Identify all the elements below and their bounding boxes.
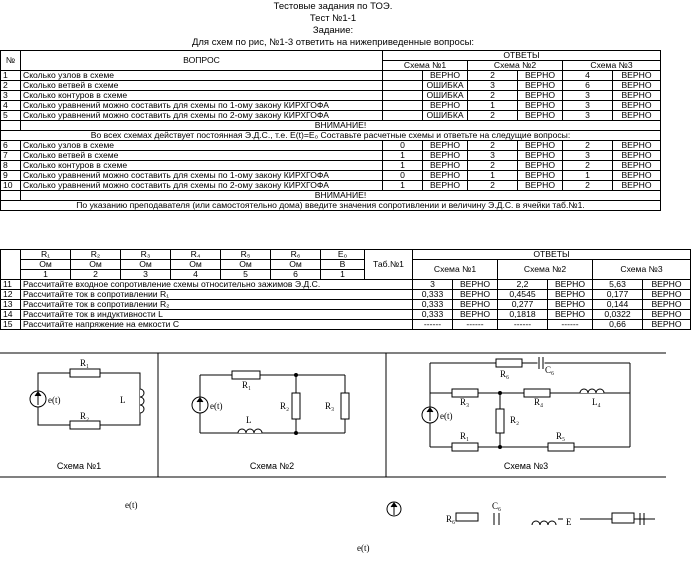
table-row <box>1 71 661 81</box>
answer-cell[interactable]: 2 <box>468 141 518 151</box>
answer-cell[interactable]: 0,177 <box>593 290 643 300</box>
verdict-cell[interactable]: ВЕРНО <box>423 151 468 161</box>
param-value-cell[interactable]: 6 <box>271 270 321 280</box>
task-label: Задание: <box>312 25 354 36</box>
num-header: № <box>1 51 21 71</box>
table-row <box>1 101 661 111</box>
question-cell[interactable]: Рассчитайте напряжение на емкости C <box>21 320 413 330</box>
scheme2-header-2: Схема №2 <box>498 260 593 280</box>
param-unit: Ом <box>71 260 121 270</box>
answers-header-2: ОТВЕТЫ <box>413 250 691 260</box>
answer-cell[interactable]: 1 <box>383 151 423 161</box>
table-row <box>1 280 691 290</box>
verdict-cell[interactable]: ВЕРНО <box>548 300 593 310</box>
row-number-cell[interactable]: 11 <box>1 280 21 290</box>
param-unit: Ом <box>121 260 171 270</box>
answer-cell[interactable]: 2 <box>563 161 613 171</box>
question-cell[interactable]: Рассчитайте ток в индуктивности L <box>21 310 413 320</box>
question-cell[interactable]: Сколько уравнений можно составить для схемы по 2-ому закону КИРХГОФА <box>21 111 383 121</box>
question-cell[interactable]: Сколько уравнений можно составить для схемы по 1-ому закону КИРХГОФА <box>21 101 383 111</box>
floating-inductor[interactable] <box>532 521 556 525</box>
verdict-cell[interactable]: ВЕРНО <box>613 181 661 191</box>
answer-cell[interactable] <box>383 111 423 121</box>
verdict-cell[interactable]: ВЕРНО <box>453 300 498 310</box>
verdict-cell[interactable]: ВЕРНО <box>643 290 691 300</box>
verdict-cell[interactable]: ВЕРНО <box>518 181 563 191</box>
answer-cell[interactable]: 2 <box>468 161 518 171</box>
row-number-cell[interactable]: 15 <box>1 320 21 330</box>
s3-r2-label: R₂ <box>510 415 520 425</box>
table-row <box>1 141 661 151</box>
s1-l-label: L <box>120 395 126 405</box>
s3-r1-label: R₁ <box>460 431 470 441</box>
question-cell[interactable]: Сколько узлов в схеме <box>21 71 383 81</box>
floating-r6-label[interactable]: R₆ <box>446 514 456 524</box>
table-row <box>1 161 661 171</box>
schematics-area <box>0 353 666 477</box>
note-constant-emf: Во всех схемах действует постоянная Э.Д.С., т.е. E(t)=E₀ Составьте расчетные схемы и ответьте на следущие вопросы: <box>1 131 661 141</box>
scheme3-header: Схема №3 <box>563 61 661 71</box>
question-cell[interactable]: Сколько ветвей в схеме <box>21 81 383 91</box>
verdict-cell[interactable]: ВЕРНО <box>453 280 498 290</box>
answer-cell[interactable]: 0,144 <box>593 300 643 310</box>
answer-cell[interactable]: ------ <box>498 320 548 330</box>
verdict-cell[interactable]: ОШИБКА <box>423 81 468 91</box>
floating-e-label[interactable]: E <box>566 517 572 527</box>
answer-cell[interactable]: 1 <box>383 161 423 171</box>
row-number-cell[interactable]: 3 <box>1 91 21 101</box>
question-cell[interactable]: Сколько контуров в схеме <box>21 161 383 171</box>
answer-cell[interactable]: 1 <box>468 171 518 181</box>
s3-r3-label: R₃ <box>460 397 470 407</box>
verdict-cell[interactable]: ВЕРНО <box>613 91 661 101</box>
test-number: Тест №1-1 <box>309 13 357 24</box>
verdict-cell[interactable]: ВЕРНО <box>613 71 661 81</box>
param-name: R₃ <box>121 250 171 260</box>
table-row <box>1 290 691 300</box>
param-name: R₂ <box>71 250 121 260</box>
param-name: R₄ <box>171 250 221 260</box>
verdict-cell[interactable]: ВЕРНО <box>643 300 691 310</box>
answer-cell[interactable]: 0,333 <box>413 290 453 300</box>
answer-cell[interactable]: 5,63 <box>593 280 643 290</box>
question-cell[interactable]: Сколько уравнений можно составить для схемы по 2-ому закону КИРХГОФА <box>21 181 383 191</box>
verdict-cell[interactable]: ВЕРНО <box>423 171 468 181</box>
answers-header: ОТВЕТЫ <box>383 51 661 61</box>
task-text: Для схем по рис, №1-3 ответить на нижеприведенные вопросы: <box>191 37 475 48</box>
answer-cell[interactable]: 2 <box>468 111 518 121</box>
scheme1-header: Схема №1 <box>383 61 468 71</box>
table-row <box>1 151 661 161</box>
table-row <box>1 91 661 101</box>
note-enter-values: По указанию преподавателя (или самостоятельно дома) введите значения сопротивлении и величину Э.Д.С. в ячейки таб.№1. <box>1 201 661 211</box>
verdict-cell[interactable]: ВЕРНО <box>518 171 563 181</box>
s3-src-label: e(t) <box>440 411 453 421</box>
answer-cell[interactable]: 2 <box>563 181 613 191</box>
verdict-cell[interactable]: ВЕРНО <box>518 111 563 121</box>
question-cell[interactable]: Сколько контуров в схеме <box>21 91 383 101</box>
row-number-cell[interactable]: 14 <box>1 310 21 320</box>
question-cell[interactable]: Сколько ветвей в схеме <box>21 151 383 161</box>
param-value-cell[interactable]: 3 <box>121 270 171 280</box>
table-row <box>1 320 691 330</box>
answer-cell[interactable]: 0,277 <box>498 300 548 310</box>
verdict-cell[interactable]: ВЕРНО <box>518 91 563 101</box>
doc-title: Тестовые задания по ТОЭ. <box>273 1 393 12</box>
answer-cell[interactable]: 1 <box>383 181 423 191</box>
verdict-cell[interactable]: ВЕРНО <box>613 81 661 91</box>
answer-cell[interactable] <box>383 81 423 91</box>
s3-r5-label: R₅ <box>556 431 566 441</box>
answer-cell[interactable]: 0,4545 <box>498 290 548 300</box>
table-row <box>1 310 691 320</box>
answer-cell[interactable]: 3 <box>468 81 518 91</box>
verdict-cell[interactable]: ВЕРНО <box>643 310 691 320</box>
row-number-cell[interactable]: 12 <box>1 290 21 300</box>
verdict-cell[interactable]: ВЕРНО <box>518 161 563 171</box>
s2-r3-label: R₃ <box>325 401 335 411</box>
answer-cell[interactable]: 3 <box>413 280 453 290</box>
verdict-cell[interactable]: ВЕРНО <box>453 310 498 320</box>
verdict-cell[interactable]: ВЕРНО <box>518 101 563 111</box>
table-row <box>1 300 691 310</box>
verdict-cell[interactable]: ВЕРНО <box>423 101 468 111</box>
question-cell[interactable]: Сколько уравнений можно составить для схемы по 1-ому закону КИРХГОФА <box>21 171 383 181</box>
verdict-cell[interactable]: ------ <box>548 320 593 330</box>
row-number-cell[interactable]: 10 <box>1 181 21 191</box>
s2-r1-label: R₁ <box>242 380 252 390</box>
verdict-cell[interactable]: ВЕРНО <box>613 161 661 171</box>
verdict-cell[interactable]: ВЕРНО <box>613 171 661 181</box>
attention-2: ВНИМАНИЕ! <box>21 191 661 201</box>
answer-cell[interactable] <box>383 101 423 111</box>
scheme1-caption: Схема №1 <box>56 461 102 471</box>
s2-src-label: e(t) <box>210 401 223 411</box>
verdict-cell[interactable]: ВЕРНО <box>613 141 661 151</box>
scheme1-header-2: Схема №1 <box>413 260 498 280</box>
verdict-cell[interactable]: ВЕРНО <box>548 310 593 320</box>
verdict-cell[interactable]: ВЕРНО <box>423 141 468 151</box>
questions-table <box>0 50 661 211</box>
param-value-cell[interactable]: 1 <box>21 270 71 280</box>
table-row <box>1 181 661 191</box>
verdict-cell[interactable]: ВЕРНО <box>643 280 691 290</box>
row-number-cell[interactable]: 1 <box>1 71 21 81</box>
answer-cell[interactable]: 0,333 <box>413 310 453 320</box>
row-number-cell[interactable]: 2 <box>1 81 21 91</box>
row-number-cell[interactable]: 6 <box>1 141 21 151</box>
answer-cell[interactable]: 2 <box>468 181 518 191</box>
answer-cell[interactable] <box>383 71 423 81</box>
scheme2-circuit <box>192 371 349 435</box>
verdict-cell[interactable]: ВЕРНО <box>643 320 691 330</box>
answer-cell[interactable]: 1 <box>468 101 518 111</box>
floating-c6-label[interactable]: C₆ <box>492 501 502 511</box>
answer-cell[interactable]: 0,1818 <box>498 310 548 320</box>
floating-et-label[interactable]: e(t) <box>125 500 138 510</box>
param-value-cell[interactable]: 2 <box>71 270 121 280</box>
s1-r2-label: R₂ <box>80 411 90 421</box>
scheme1-circuit <box>30 358 144 429</box>
param-value-cell[interactable]: 1 <box>321 270 365 280</box>
row-number-cell[interactable]: 4 <box>1 101 21 111</box>
answer-cell[interactable]: 2 <box>468 71 518 81</box>
question-cell[interactable]: Рассчитайте ток в сопротивлении R₂ <box>21 300 413 310</box>
question-cell[interactable]: Рассчитайте ток в сопротивлении R₁ <box>21 290 413 300</box>
table-row <box>1 171 661 181</box>
s3-r4-label: R₄ <box>534 397 544 407</box>
s2-l-label: L <box>246 415 252 425</box>
answer-cell[interactable]: 3 <box>563 151 613 161</box>
verdict-cell[interactable]: ВЕРНО <box>518 71 563 81</box>
verdict-cell[interactable]: ВЕРНО <box>548 280 593 290</box>
floating-shapes[interactable] <box>380 495 665 535</box>
verdict-cell[interactable]: ОШИБКА <box>423 111 468 121</box>
answer-cell[interactable]: 6 <box>563 81 613 91</box>
param-unit: В <box>321 260 365 270</box>
answer-cell[interactable]: 2,2 <box>498 280 548 290</box>
table-row <box>1 81 661 91</box>
verdict-cell[interactable]: ВЕРНО <box>613 101 661 111</box>
param-name: R₆ <box>271 250 321 260</box>
verdict-cell[interactable]: ВЕРНО <box>613 111 661 121</box>
scheme3-caption: Схема №3 <box>503 461 549 471</box>
param-name: E₀ <box>321 250 365 260</box>
s3-c6-label: C₆ <box>545 365 555 375</box>
answer-cell[interactable]: ------ <box>413 320 453 330</box>
s3-l4-label: L₄ <box>592 397 601 407</box>
row-number-cell[interactable]: 9 <box>1 171 21 181</box>
answer-cell[interactable]: 2 <box>468 91 518 101</box>
verdict-cell[interactable]: ВЕРНО <box>518 151 563 161</box>
param-unit: Ом <box>171 260 221 270</box>
verdict-cell[interactable]: ВЕРНО <box>423 71 468 81</box>
row-number-cell[interactable]: 8 <box>1 161 21 171</box>
row-number-cell[interactable]: 5 <box>1 111 21 121</box>
answer-cell[interactable]: 0,333 <box>413 300 453 310</box>
floating-et-label[interactable]: e(t) <box>357 543 370 553</box>
param-unit: Ом <box>271 260 321 270</box>
verdict-cell[interactable]: ВЕРНО <box>423 161 468 171</box>
question-cell[interactable]: Рассчитайте входное сопротивление схемы относительно зажимов Э.Д.С. <box>21 280 413 290</box>
scheme3-header-2: Схема №3 <box>593 260 691 280</box>
scheme3-circuit <box>422 357 630 451</box>
answer-cell[interactable]: 4 <box>563 71 613 81</box>
answer-cell[interactable]: 0 <box>383 141 423 151</box>
param-name: R₅ <box>221 250 271 260</box>
verdict-cell[interactable]: ВЕРНО <box>518 81 563 91</box>
answer-cell[interactable]: 3 <box>563 91 613 101</box>
params-table <box>0 249 691 330</box>
tab-label: Таб.№1 <box>365 250 413 280</box>
answer-cell[interactable]: 0,66 <box>593 320 643 330</box>
answer-cell[interactable]: 1 <box>563 171 613 181</box>
answer-cell[interactable]: 3 <box>468 151 518 161</box>
schematics-svg <box>0 353 666 477</box>
answer-cell[interactable]: 0 <box>383 171 423 181</box>
verdict-cell[interactable]: ВЕРНО <box>518 141 563 151</box>
answer-cell[interactable] <box>383 91 423 101</box>
answer-cell[interactable]: 0,0322 <box>593 310 643 320</box>
param-value-cell[interactable]: 5 <box>221 270 271 280</box>
row-number-cell[interactable]: 13 <box>1 300 21 310</box>
verdict-cell[interactable]: ОШИБКА <box>423 91 468 101</box>
scheme2-header: Схема №2 <box>468 61 563 71</box>
verdict-cell[interactable]: ВЕРНО <box>548 290 593 300</box>
s2-r2-label: R₂ <box>280 401 290 411</box>
answer-cell[interactable]: 3 <box>563 111 613 121</box>
param-unit: Ом <box>221 260 271 270</box>
param-unit: Ом <box>21 260 71 270</box>
s1-src-label: e(t) <box>48 395 61 405</box>
answer-cell[interactable]: 3 <box>563 101 613 111</box>
question-cell[interactable]: Сколько узлов в схеме <box>21 141 383 151</box>
table-row <box>1 111 661 121</box>
question-header: ВОПРОС <box>21 51 383 71</box>
s3-r6-label: R₆ <box>500 369 510 379</box>
param-name: R₁ <box>21 250 71 260</box>
answer-cell[interactable]: 2 <box>563 141 613 151</box>
attention-1: ВНИМАНИЕ! <box>21 121 661 131</box>
floating-element[interactable] <box>612 513 634 523</box>
floating-capacitor[interactable] <box>494 513 499 525</box>
scheme2-caption: Схема №2 <box>249 461 295 471</box>
s1-r1-label: R₁ <box>80 358 90 368</box>
verdict-cell[interactable]: ВЕРНО <box>453 290 498 300</box>
row-number-cell[interactable]: 7 <box>1 151 21 161</box>
verdict-cell[interactable]: ------ <box>453 320 498 330</box>
floating-resistor[interactable] <box>456 513 478 521</box>
param-value-cell[interactable]: 4 <box>171 270 221 280</box>
verdict-cell[interactable]: ВЕРНО <box>613 151 661 161</box>
floating-source-icon[interactable] <box>387 502 401 516</box>
verdict-cell[interactable]: ВЕРНО <box>423 181 468 191</box>
